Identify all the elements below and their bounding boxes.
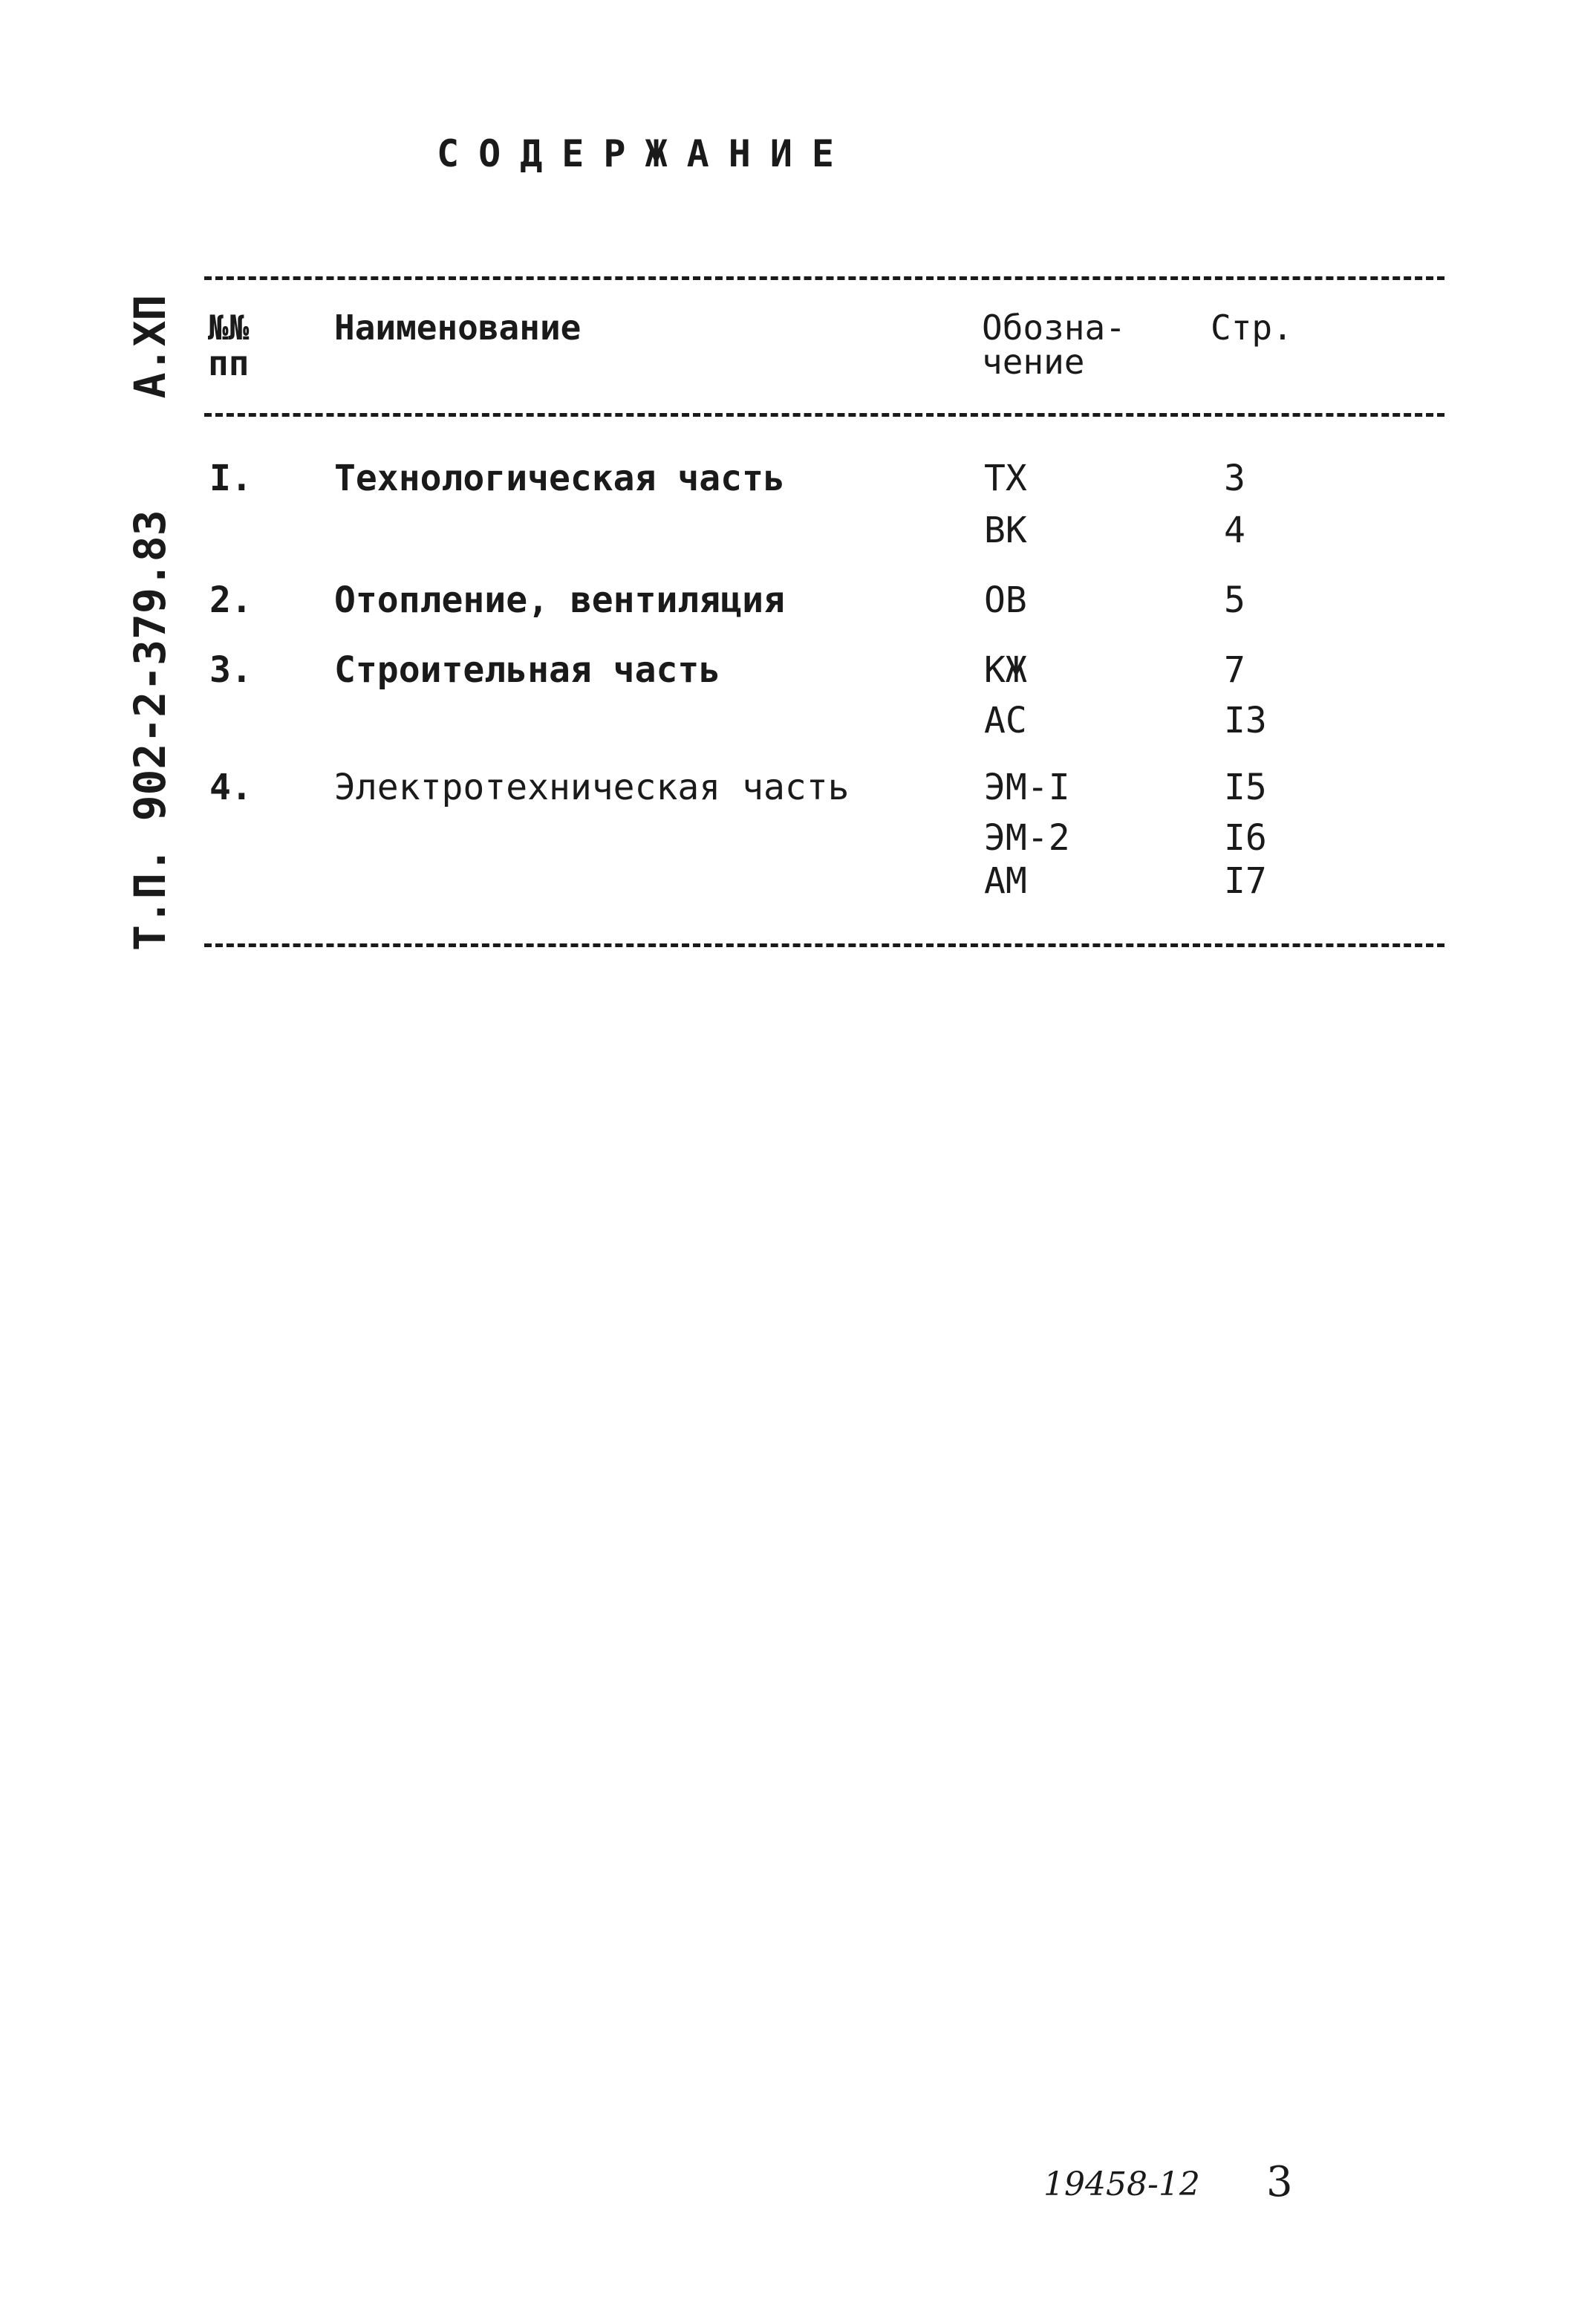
row-designation: ОВ — [984, 579, 1027, 621]
row-designation: ЭМ-2 — [984, 817, 1070, 859]
row-designation: КЖ — [984, 649, 1027, 691]
row-page: I6 — [1224, 817, 1267, 859]
row-designation: ЭМ-I — [984, 767, 1070, 808]
row-page: I7 — [1224, 860, 1267, 902]
row-designation: ТХ — [984, 458, 1027, 499]
row-page: 7 — [1224, 649, 1245, 691]
row-page: 5 — [1224, 579, 1245, 621]
header-page: Стр. — [1211, 308, 1293, 348]
header-name: Наименование — [334, 308, 582, 348]
table-bottom-rule — [204, 943, 1444, 947]
page-number: 3 — [1266, 2158, 1293, 2206]
row-designation: АМ — [984, 860, 1027, 902]
side-stamp-album: А.ХП — [125, 294, 175, 399]
header-designation-line2: чение — [982, 342, 1085, 382]
table-header-rule — [204, 413, 1444, 417]
footer-code: 19458-12 — [1043, 2165, 1200, 2203]
row-page: I5 — [1224, 767, 1267, 808]
side-stamp-code: Т.П. 902-2-379.83 — [125, 510, 175, 951]
page-title: СОДЕРЖАНИЕ — [437, 132, 854, 175]
row-name: Технологическая часть — [334, 458, 785, 499]
row-name: Электротехническая часть — [334, 767, 850, 808]
row-num: 2. — [209, 579, 253, 621]
row-name: Строительная часть — [334, 649, 721, 691]
row-num: I. — [209, 458, 253, 499]
row-num: 3. — [209, 649, 253, 691]
row-num: 4. — [209, 767, 253, 808]
side-stamp — [125, 295, 175, 951]
row-name: Отопление, вентиляция — [334, 579, 785, 621]
header-num-line1: №№ — [208, 308, 250, 348]
header-num-line2: пп — [208, 343, 250, 383]
header-designation-line1: Обозна- — [982, 308, 1126, 348]
row-page: 3 — [1224, 458, 1245, 499]
row-page: I3 — [1224, 700, 1267, 741]
table-top-rule — [204, 276, 1444, 280]
row-designation: АС — [984, 700, 1027, 741]
row-designation: ВК — [984, 510, 1027, 551]
row-page: 4 — [1224, 510, 1245, 551]
